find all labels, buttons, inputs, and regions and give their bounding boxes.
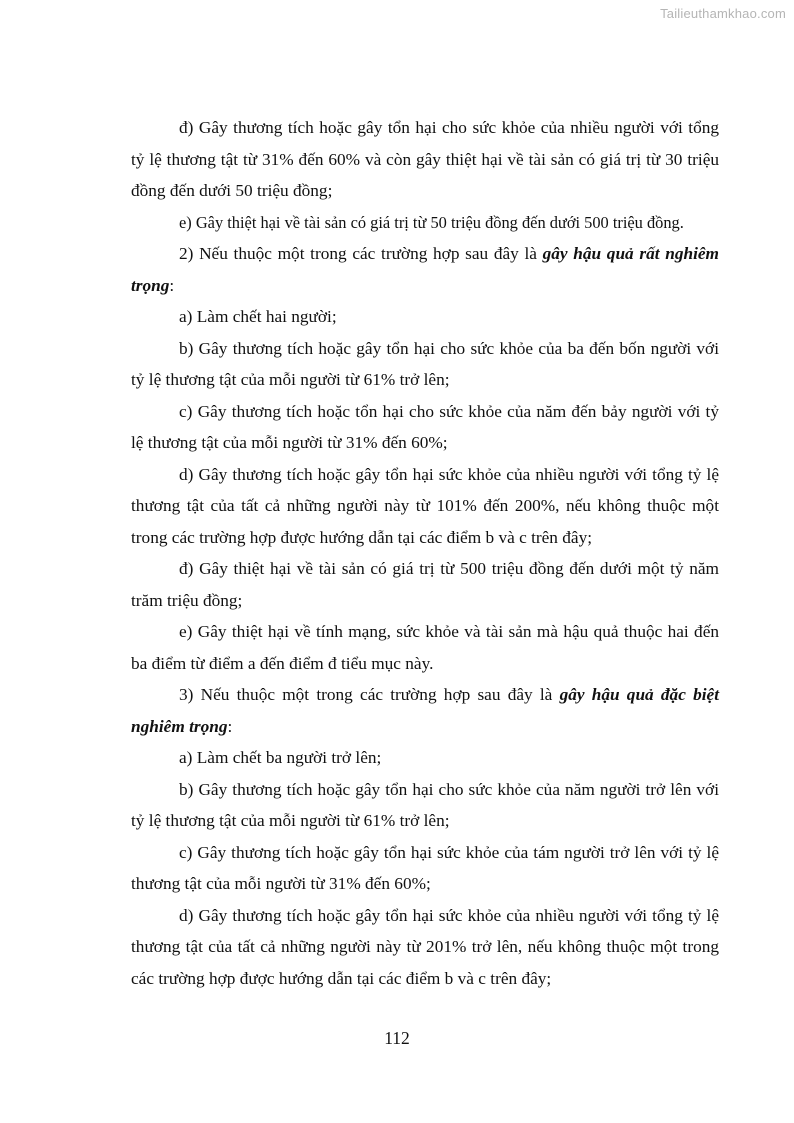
page-number: 112 [384,1028,410,1048]
paragraph-a-3: a) Làm chết ba người trở lên; [179,748,382,767]
paragraph-e-1: e) Gây thiệt hại về tài sản có giá trị từ 50 triệu đồng đến dưới 500 triệu đồng. [179,212,684,232]
paragraph-b-2: b) Gây thương tích hoặc gây tổn hại cho sức khỏe của ba đến bốn người với tỷ lệ thương tật của mỗi người từ 61% trở lên; [131,338,719,389]
section-3-emphasis: gây hậu quả đặc biệt nghiêm trọng [131,685,719,736]
paragraph-d-2: d) Gây thương tích hoặc gây tổn hại sức khỏe của nhiều người với tổng tỷ lệ thương tật của tất cả những người này từ 101% đến 200%, nếu không thuộc một trong các trường hợp được hướng dẫn tại các điểm b và c trên đây; [131,464,719,547]
section-3-heading [131,679,719,742]
section-2-emphasis: gây hậu quả rất nghiêm trọng [131,244,720,295]
section-2-heading [131,238,719,301]
section-3-colon: : [227,716,233,736]
paragraph-b-3: b) Gây thương tích hoặc gây tổn hại cho sức khỏe của năm người trở lên với tỷ lệ thương tật của mỗi người từ 61% trở lên; [131,779,719,830]
paragraph-c-3: c) Gây thương tích hoặc gây tổn hại sức khỏe của tám người trở lên với tỷ lệ thương tật của mỗi người từ 31% đến 60%; [131,842,719,893]
paragraph-d-stroke-1: đ) Gây thương tích hoặc gây tổn hại cho sức khỏe của nhiều người với tổng tỷ lệ thương tật từ 31% đến 60% và còn gây thiệt hại về tài sản có giá trị từ 30 triệu đồng đến dưới 50 triệu đồng; [131,118,719,200]
paragraph-e-2: e) Gây thiệt hại về tính mạng, sức khỏe và tài sản mà hậu quả thuộc hai đến ba điểm từ điểm a đến điểm đ tiểu mục này. [131,622,719,673]
watermark: Tailieuthamkhao.com [660,6,786,21]
section-3-intro: 3) Nếu thuộc một trong các trường hợp sau đây là [179,685,560,704]
paragraph-c-2: c) Gây thương tích hoặc tổn hại cho sức khỏe của năm đến bảy người với tỷ lệ thương tật của mỗi người từ 31% đến 60%; [131,401,719,452]
document-body [131,112,719,994]
paragraph-d-stroke-2: đ) Gây thiệt hại về tài sản có giá trị từ 500 triệu đồng đến dưới một tỷ năm trăm triệu đồng; [131,559,719,610]
paragraph-d-3: d) Gây thương tích hoặc gây tổn hại sức khỏe của nhiều người với tổng tỷ lệ thương tật của tất cả những người này từ 201% trở lên, nếu không thuộc một trong các trường hợp được hướng dẫn tại các điểm b và c trên đây; [131,905,719,988]
section-2-colon: : [169,275,175,295]
section-2-intro: 2) Nếu thuộc một trong các trường hợp sau đây là [179,244,543,263]
paragraph-a-2: a) Làm chết hai người; [179,307,337,326]
